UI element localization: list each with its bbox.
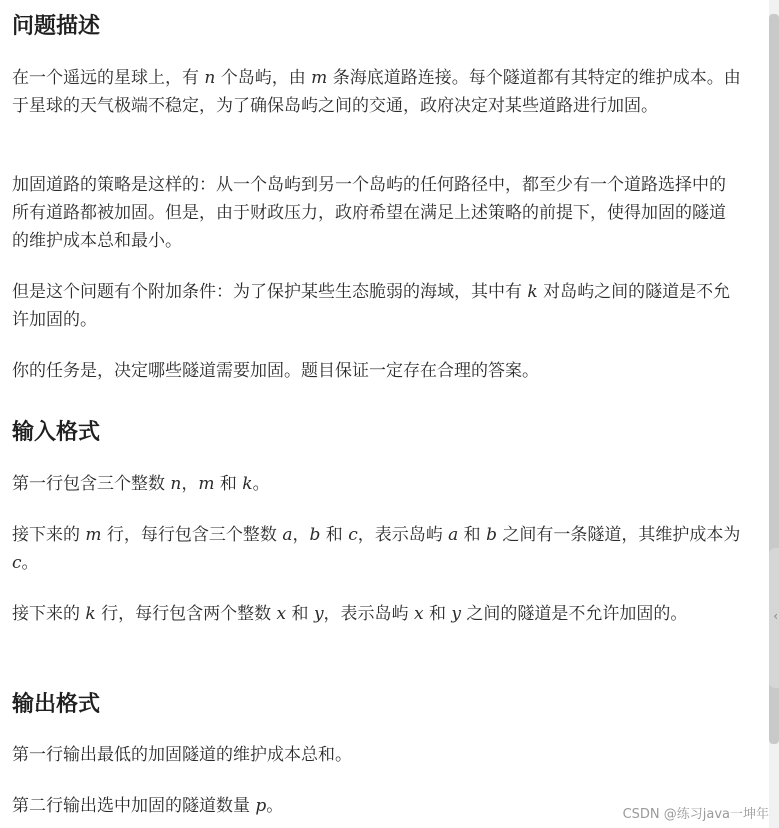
output-heading: 输出格式: [12, 692, 101, 717]
chevron-left-icon: ‹: [773, 609, 778, 623]
problem-paragraph-4: 你的任务是，决定哪些隧道需要加固。题目保证一定存在合理的答案。: [12, 361, 539, 381]
input-paragraph-2: 接下来的 m 行，每行包含三个整数 a，b 和 c，表示岛屿 a 和 b 之间有一条隧道，其维护成本为 c。: [12, 525, 741, 573]
var-p: p: [255, 796, 267, 816]
problem-paragraph-2: 加固道路的策略是这样的：从一个岛屿到另一个岛屿的任何路径中，都至少有一个道路选择中的所有道路都被加固。但是，由于财政压力，政府希望在满足上述策略的前提下，使得加固的隧道的维护成本总和最小。: [12, 175, 726, 251]
var-m: m: [311, 68, 328, 88]
output-paragraph-2: 第二行输出选中加固的隧道数量 p。: [12, 796, 284, 816]
csdn-watermark: CSDN @练习java一坤年: [622, 807, 769, 822]
var-k: k: [527, 282, 538, 302]
output-paragraph-1: 第一行输出最低的加固隧道的维护成本总和。: [12, 745, 352, 765]
problem-heading: 问题描述: [12, 14, 101, 39]
problem-paragraph-1: 在一个遥远的星球上，有 n 个岛屿，由 m 条海底道路连接。每个隧道都有其特定的维护成本。由于星球的天气极端不稳定，为了确保岛屿之间的交通，政府决定对某些道路进行加固。: [12, 68, 741, 116]
input-paragraph-3: 接下来的 k 行，每行包含两个整数 x 和 y，表示岛屿 x 和 y 之间的隧道是不允许加固的。: [12, 604, 688, 624]
var-n: n: [204, 68, 216, 88]
input-heading: 输入格式: [12, 420, 101, 445]
input-paragraph-1: 第一行包含三个整数 n，m 和 k。: [12, 474, 270, 494]
problem-paragraph-3: 但是这个问题有个附加条件：为了保护某些生态脆弱的海域，其中有 k 对岛屿之间的隧道是不允许加固的。: [12, 282, 731, 330]
